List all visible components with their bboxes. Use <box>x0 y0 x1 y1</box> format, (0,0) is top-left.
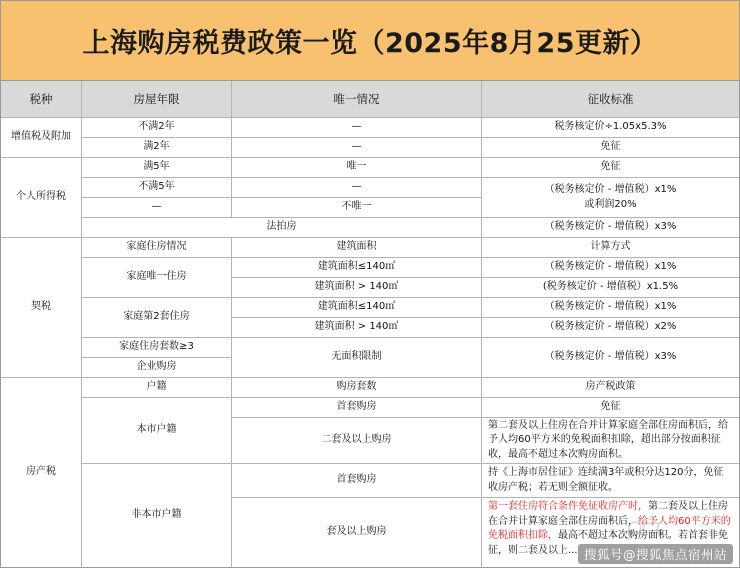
pit-auction: 法拍房 <box>82 218 482 238</box>
header-tax-type: 税种 <box>1 81 82 118</box>
deed-category: 契税 <box>1 238 82 378</box>
property-local-second-count: 二套及以上购房 <box>232 418 482 464</box>
property-category: 房产税 <box>1 378 82 567</box>
deed-unique-standard-1: （税务核定价 - 增值税）x1% <box>482 258 739 278</box>
pit-years-3: — <box>82 198 232 218</box>
deed-second-area-1: 建筑面积≤140㎡ <box>232 298 482 318</box>
pit-years-2: 不满5年 <box>82 178 232 198</box>
pit-unique-3: 不唯一 <box>232 198 482 218</box>
property-header-count: 购房套数 <box>232 378 482 398</box>
property-local-second-policy: 第二套及以上住房在合并计算家庭全部住房面积后，给予人均60平方米的免税面积扣除，超出部分按面积征收，最高不超过本次购房面积。 <box>482 418 739 464</box>
property-local-first-count: 首套购房 <box>232 398 482 418</box>
vat-unique-1: — <box>232 118 482 138</box>
pit-auction-standard: （税务核定价 - 增值税）x3% <box>482 218 739 238</box>
vat-unique-2: — <box>232 138 482 158</box>
property-header-hukou: 户籍 <box>82 378 232 398</box>
deed-three-plus: 家庭住房套数≥3 <box>82 338 232 358</box>
deed-unique-home: 家庭唯一住房 <box>82 258 232 298</box>
deed-unique-area-1: 建筑面积≤140㎡ <box>232 258 482 278</box>
pit-standard-1: 免征 <box>482 158 739 178</box>
pit-unique-1: 唯一 <box>232 158 482 178</box>
property-nonlocal: 非本市户籍 <box>82 464 232 567</box>
vat-category: 增值税及附加 <box>1 118 82 158</box>
vat-years-1: 不满2年 <box>82 118 232 138</box>
deed-company: 企业购房 <box>82 358 232 378</box>
property-header-policy: 房产税政策 <box>482 378 739 398</box>
pit-category: 个人所得税 <box>1 158 82 238</box>
policy-red-text-1: 第一套住房符合条件免征收房产时， <box>488 501 648 512</box>
deed-no-limit-standard: （税务核定价 - 增值税）x3% <box>482 338 739 378</box>
deed-second-home: 家庭第2套住房 <box>82 298 232 338</box>
property-nonlocal-first-policy: 持《上海市居住证》连续满3年或积分达120分，免征收房产税；若无则全额征收。 <box>482 464 739 498</box>
watermark-logo-icon <box>627 520 661 536</box>
policy-red-text-2: 给予人均60平方米的免税面积扣除， <box>488 515 731 541</box>
property-local: 本市户籍 <box>82 398 232 464</box>
deed-unique-area-2: 建筑面积 > 140㎡ <box>232 278 482 298</box>
policy-text-1: 第二套及以上住房在合并计算家庭全部住房面积后， <box>488 501 728 527</box>
deed-header-method: 计算方式 <box>482 238 739 258</box>
pit-years-1: 满5年 <box>82 158 232 178</box>
header-years: 房屋年限 <box>82 81 232 118</box>
watermark: 搜狐号@搜狐焦点宿州站 <box>578 544 733 564</box>
deed-second-area-2: 建筑面积 > 140㎡ <box>232 318 482 338</box>
pit-unique-2: — <box>232 178 482 198</box>
property-nonlocal-first-count: 首套购房 <box>232 464 482 498</box>
property-local-first-policy: 免征 <box>482 398 739 418</box>
page-title: 上海购房税费政策一览（2025年8月25更新） <box>1 1 739 81</box>
policy-text-2: 最高不超过本次购房面积。若首套非免征，则二套及以上... <box>488 530 728 556</box>
deed-second-standard-1: （税务核定价 - 增值税）x1% <box>482 298 739 318</box>
header-unique: 唯一情况 <box>232 81 482 118</box>
deed-header-area: 建筑面积 <box>232 238 482 258</box>
deed-second-standard-2: （税务核定价 - 增值税）x2% <box>482 318 739 338</box>
vat-years-2: 满2年 <box>82 138 232 158</box>
header-standard: 征收标准 <box>482 81 739 118</box>
deed-no-limit: 无面积限制 <box>232 338 482 378</box>
property-nonlocal-second-count: 套及以上购房 <box>232 498 482 567</box>
vat-standard-2: 免征 <box>482 138 739 158</box>
deed-header-situation: 家庭住房情况 <box>82 238 232 258</box>
deed-unique-standard-2: (税务核定价 - 增值税）x1.5% <box>482 278 739 298</box>
pit-standard-merged: （税务核定价 - 增值税）x1% 或利润20% <box>482 178 739 218</box>
vat-standard-1: 税务核定价÷1.05x5.3% <box>482 118 739 138</box>
